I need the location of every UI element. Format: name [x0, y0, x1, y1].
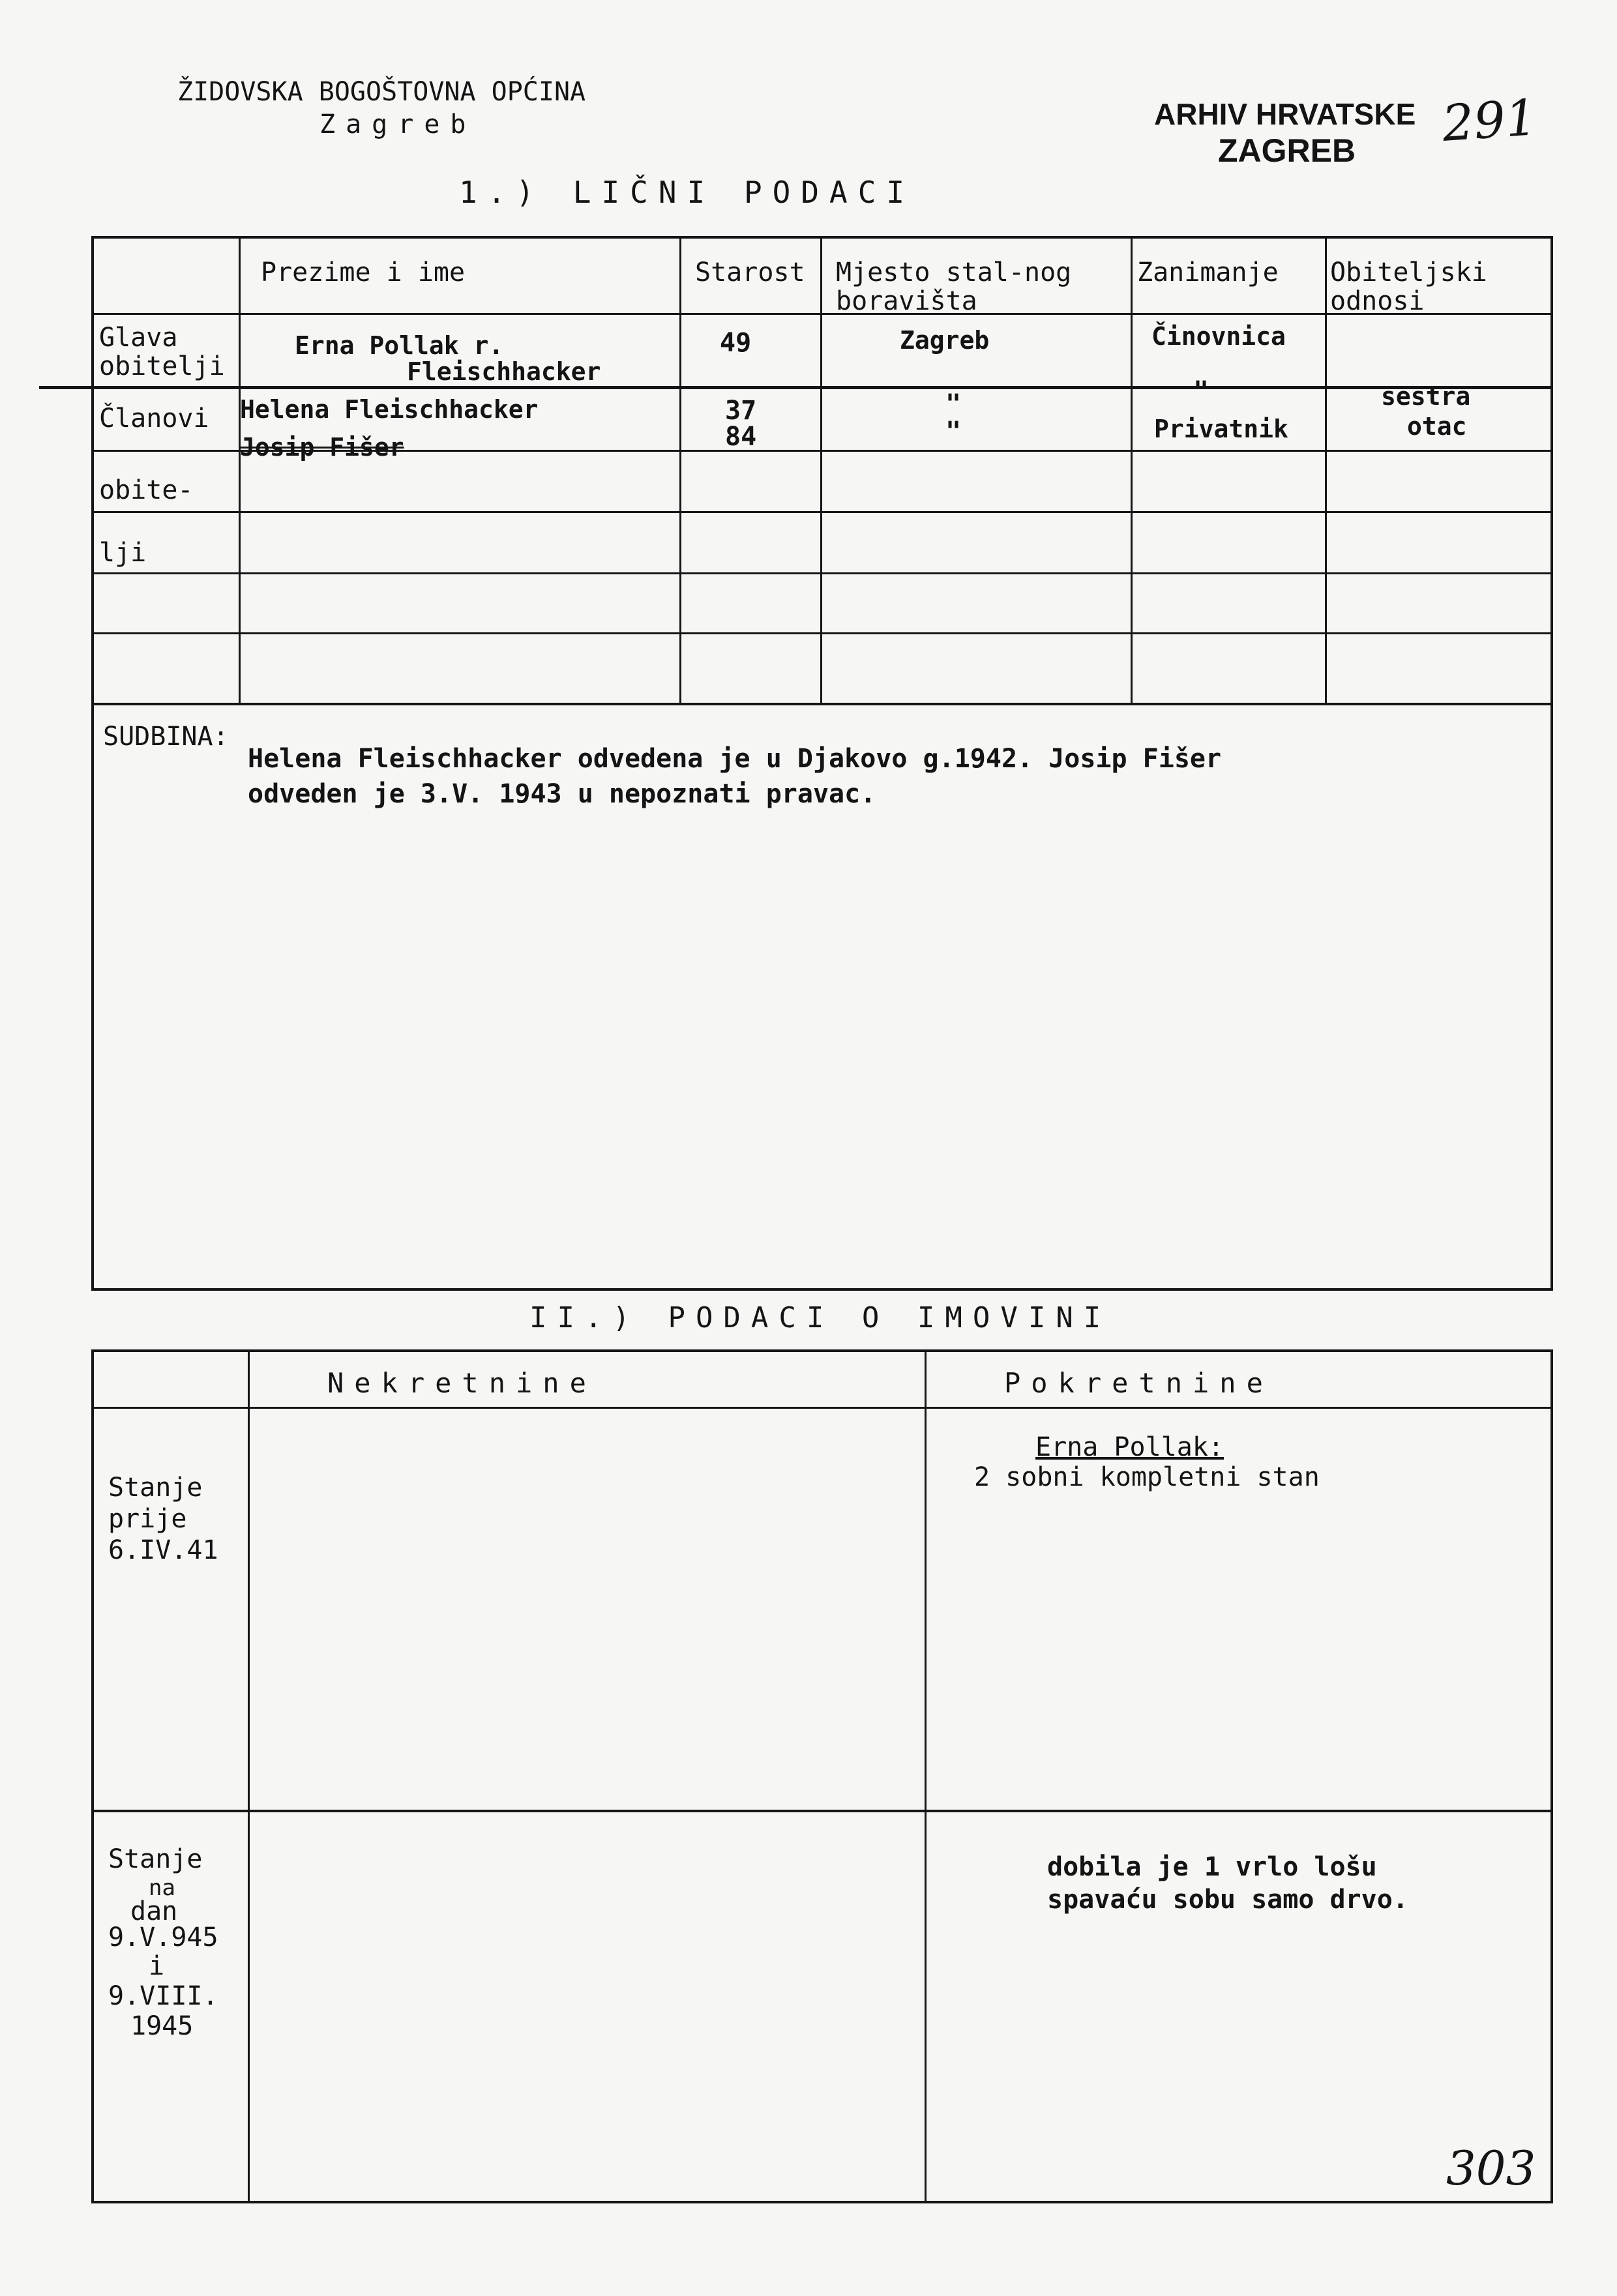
member-2-relation: otac [1407, 412, 1467, 441]
row1-label-line2: prije [108, 1504, 187, 1534]
table2-right-border [1550, 1349, 1553, 2203]
column-header-movable: Pokretnine [1004, 1367, 1273, 1399]
row2-label-line1: Stanje [108, 1844, 203, 1874]
table1-row-rule-3 [91, 572, 1553, 574]
head-place: Zagreb [900, 326, 990, 355]
table1-col-divider-1 [239, 236, 241, 704]
row2-label-line6: 9.VIII. [108, 1981, 218, 2011]
fate-text-line2: odveden je 3.V. 1943 u nepoznati pravac. [248, 779, 876, 809]
row1-label-line3: 6.IV.41 [108, 1535, 218, 1565]
row-label-members-3: lji [99, 538, 147, 568]
head-name-line2: Fleischhacker [407, 357, 601, 386]
archive-stamp-city: ZAGREB [1218, 132, 1356, 169]
table2-left-border [91, 1349, 94, 2203]
column-header-occupation: Zanimanje [1137, 258, 1279, 287]
row-label-members-2: obite- [99, 475, 194, 505]
row2-movable-line2: spavaću sobu samo drvo. [1047, 1885, 1408, 1915]
row1-movable-text: 2 sobni kompletni stan [974, 1462, 1320, 1492]
table1-bottom-border [91, 703, 1553, 705]
table1-col-divider-4 [1131, 236, 1133, 704]
column-header-name: Prezime i ime [261, 258, 466, 287]
archive-number: 291 [1440, 88, 1539, 153]
row2-label-line3: dan [130, 1896, 178, 1926]
member-2-age: 84 [725, 422, 757, 452]
fate-label: SUDBINA: [103, 722, 229, 752]
section2-title: II.) PODACI O IMOVINI [529, 1301, 1112, 1334]
table1-top-border [91, 236, 1553, 239]
row2-movable-line1: dobila je 1 vrlo lošu [1047, 1852, 1377, 1882]
row2-label-line7: 1945 [130, 2011, 194, 2041]
archive-stamp [1154, 99, 1416, 129]
member-2-name: Josip Fišer [240, 433, 404, 462]
table1-col-divider-2 [679, 236, 681, 704]
table1-row-rule-2 [91, 511, 1553, 513]
member-2-occupation: Privatnik [1154, 415, 1288, 443]
row2-label-line4: 9.V.945 [108, 1922, 218, 1952]
head-age: 49 [720, 328, 752, 358]
head-occupation: Činovnica [1151, 322, 1286, 351]
organization-name: ŽIDOVSKA BOGOŠTOVNA OPĆINA [177, 77, 586, 107]
table2-middle-rule [91, 1810, 1553, 1812]
table1-col-divider-3 [820, 236, 822, 704]
table2-top-border [91, 1349, 1553, 1352]
row-label-head: Glava obitelji [99, 323, 225, 381]
member-1-relation: sestra [1381, 382, 1471, 411]
column-header-relation: Obiteljski odnosi [1330, 258, 1487, 316]
table2-header-rule [91, 1407, 1553, 1409]
member-1-occupation: " [1193, 376, 1209, 406]
table1-col-divider-5 [1325, 236, 1327, 704]
section1-title: 1.) LIČNI PODACI [459, 175, 915, 210]
archive-stamp-line1: ARHIV HRVATSKE [1154, 97, 1416, 131]
member-1-age: 37 [725, 396, 757, 426]
table2-col-divider [925, 1349, 927, 2203]
member-2-place: " [945, 417, 962, 447]
column-header-age: Starost [695, 258, 805, 287]
table2-label-divider [248, 1349, 250, 2203]
column-header-residence: Mjesto stal-nog boravišta [836, 258, 1072, 316]
head-name-line1: Erna Pollak r. [295, 331, 504, 360]
column-header-immovable: Nekretnine [327, 1367, 597, 1399]
row-label-members-1: Članovi [99, 404, 209, 434]
fate-text-line1: Helena Fleischhacker odvedena je u Djakovo g.1942. Josip Fišer [248, 744, 1222, 774]
table1-footer-rule [91, 1288, 1553, 1291]
member-1-place: " [945, 389, 962, 419]
table1-right-border [1550, 236, 1553, 1291]
row1-movable-heading: Erna Pollak: [1035, 1432, 1224, 1462]
table2-bottom-border [91, 2201, 1553, 2203]
page-number: 303 [1446, 2141, 1536, 2196]
member-1-name: Helena Fleischhacker [240, 395, 539, 424]
organization-city: Zagreb [319, 110, 477, 140]
table1-left-border [91, 236, 94, 1291]
row1-label-line1: Stanje [108, 1473, 203, 1503]
row2-label-line5: i [149, 1951, 165, 1981]
table1-row-rule-4 [91, 632, 1553, 634]
row2-label-line2: na [149, 1875, 175, 1901]
